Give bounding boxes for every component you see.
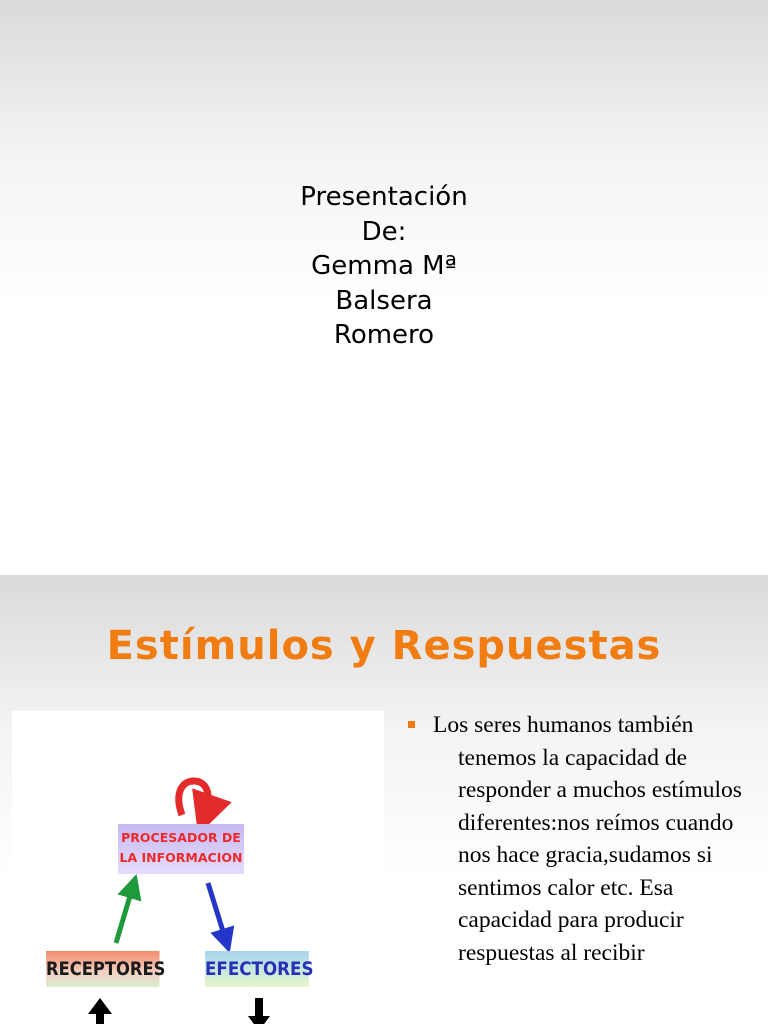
title-line: Gemma Mª <box>311 251 457 281</box>
processor-label: LA INFORMACION <box>119 850 243 865</box>
bullet-text: Los seres humanos también tenemos la capacidad de responder a muchos estímulos diferentes:nos reímos cuando nos hace gracia,sudamos si sentimos calor etc. Esa capacidad para producir respuestas al recibir <box>433 712 742 966</box>
title-line: Balsera <box>335 285 433 316</box>
effectors-box: EFECTORES <box>205 951 309 987</box>
title-line: Presentación <box>300 182 468 212</box>
stimulus-response-diagram <box>12 711 384 1024</box>
receptors-box: RECEPTORES <box>46 951 160 987</box>
feedback-loop-arrow <box>179 781 208 815</box>
processor-to-effector-arrow <box>208 883 226 941</box>
title-line: Romero <box>333 320 435 350</box>
presentation-title <box>0 180 768 353</box>
bullet-square-icon <box>408 721 415 728</box>
title-line: De: <box>361 216 407 247</box>
processor-box <box>118 824 244 874</box>
processor-label: PROCESADOR DE <box>121 830 241 845</box>
slide-heading: Estímulos y Respuestas <box>106 623 662 669</box>
slide-estimulos <box>0 575 768 1024</box>
response-down-arrow <box>248 998 270 1024</box>
bullet-list <box>408 709 748 969</box>
receptor-to-processor-arrow <box>116 886 133 943</box>
stimulus-up-arrow <box>88 998 112 1024</box>
